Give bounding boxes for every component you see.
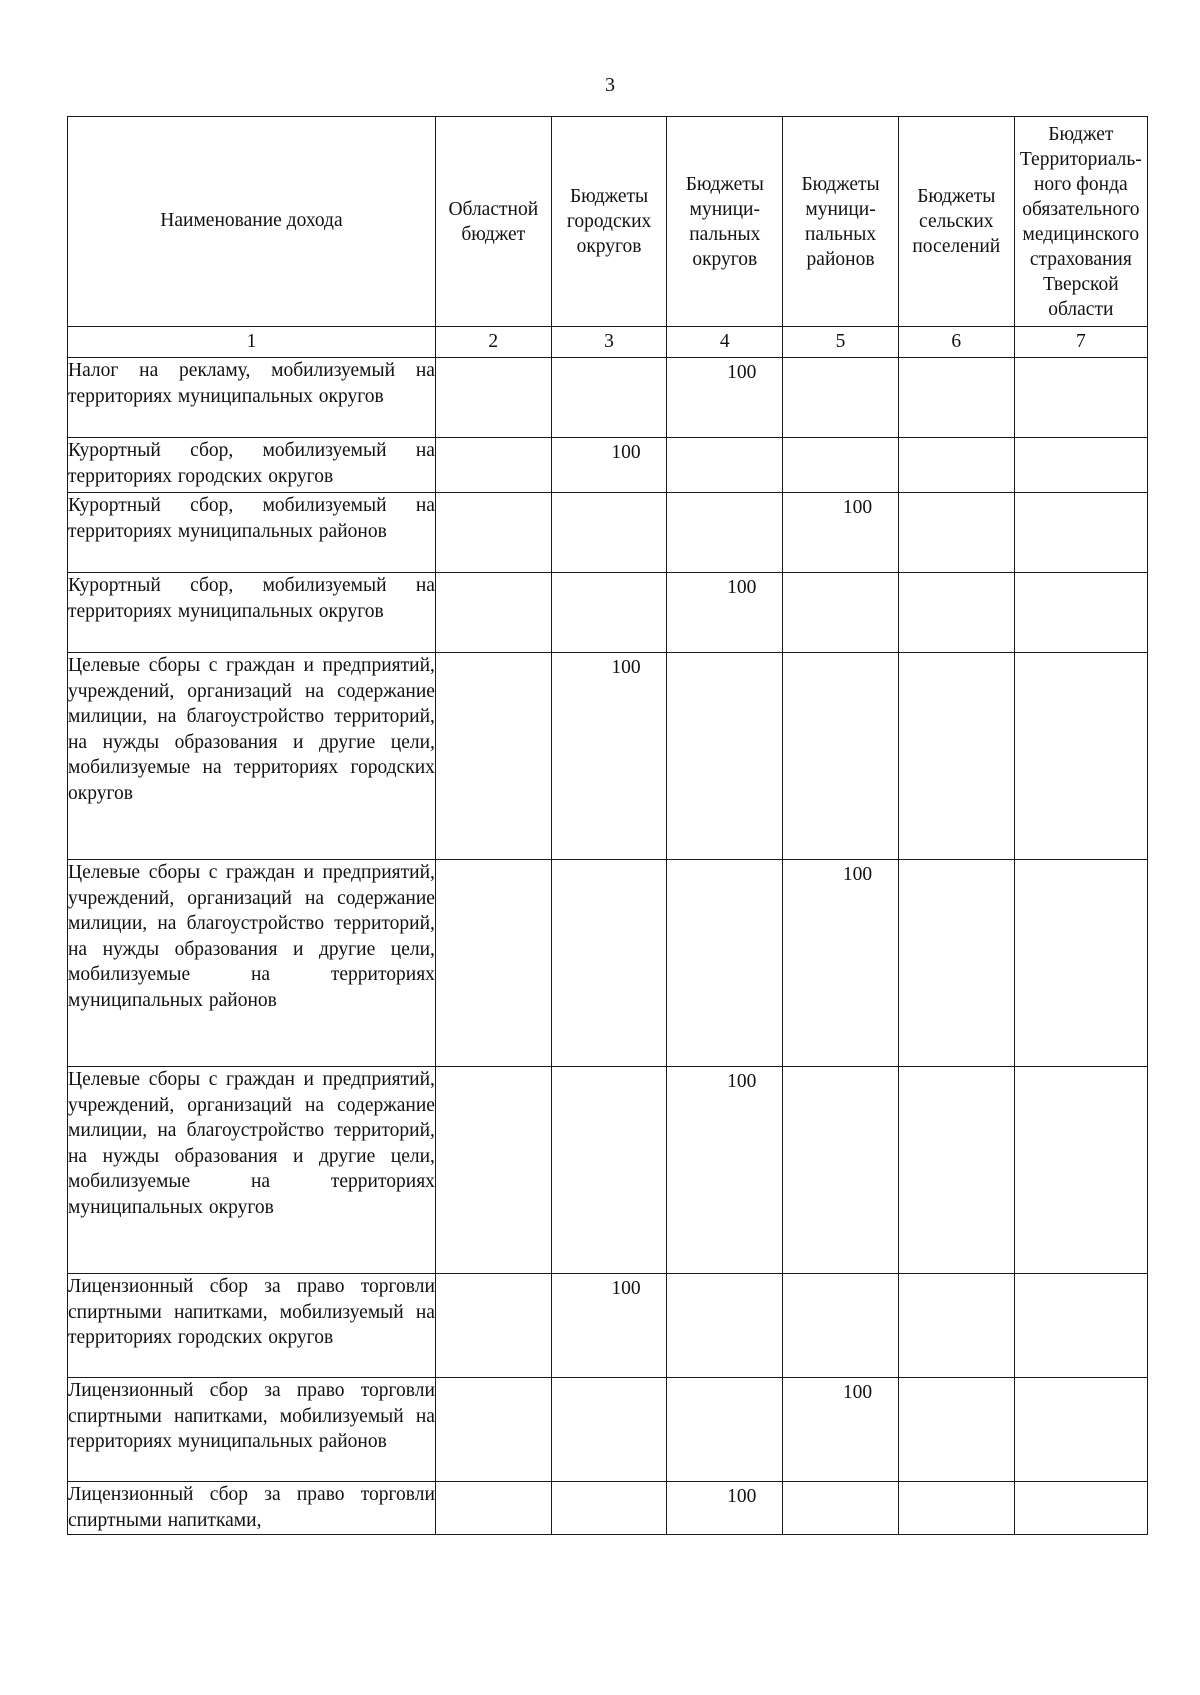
column-number: 3 [551, 327, 667, 358]
value-cell [435, 573, 551, 653]
value-cell [551, 1482, 667, 1535]
header-city-districts-budgets: Бюджеты городских округов [551, 117, 667, 327]
value-cell [551, 1378, 667, 1482]
value-cell [435, 358, 551, 438]
value-cell: 100 [667, 1482, 783, 1535]
value-cell [1014, 438, 1147, 493]
header-municipal-districts-budgets: Бюджеты муници- пальных районов [783, 117, 899, 327]
value-cell: 100 [667, 573, 783, 653]
column-number: 7 [1014, 327, 1147, 358]
income-name-cell: Курортный сбор, мобилизуемый на территориях городских округов [68, 438, 436, 493]
value-cell [898, 1067, 1014, 1274]
value-cell [898, 1274, 1014, 1378]
income-name-cell: Целевые сборы с граждан и предприятий, учреждений, организаций на содержание милиции, на благоустройство территорий, на нужды образования и другие цели, мобилизуемые на территориях городских округов [68, 653, 436, 860]
table-row [68, 653, 1148, 860]
value-cell [667, 653, 783, 860]
value-cell: 100 [551, 653, 667, 860]
income-name-cell: Курортный сбор, мобилизуемый на территориях муниципальных округов [68, 573, 436, 653]
value-cell [898, 493, 1014, 573]
value-cell: 100 [783, 493, 899, 573]
income-name-cell: Курортный сбор, мобилизуемый на территориях муниципальных районов [68, 493, 436, 573]
value-cell [667, 1274, 783, 1378]
value-cell [783, 1482, 899, 1535]
value-cell [1014, 573, 1147, 653]
value-cell [783, 1067, 899, 1274]
table-row [68, 1274, 1148, 1378]
header-territorial-health-fund-budget: Бюджет Территориаль- ного фонда обязательного медицинского страхования Тверской области [1014, 117, 1147, 327]
table-row [68, 438, 1148, 493]
value-cell [898, 438, 1014, 493]
revenue-distribution-table [67, 116, 1148, 1535]
income-name-cell: Целевые сборы с граждан и предприятий, учреждений, организаций на содержание милиции, на благоустройство территорий, на нужды образования и другие цели, мобилизуемые на территориях муниципальных районов [68, 860, 436, 1067]
table-row [68, 573, 1148, 653]
column-number-row [68, 327, 1148, 358]
value-cell [1014, 653, 1147, 860]
column-number: 5 [783, 327, 899, 358]
value-cell [435, 438, 551, 493]
header-income-name: Наименование дохода [68, 117, 436, 327]
column-number: 6 [898, 327, 1014, 358]
value-cell [667, 438, 783, 493]
value-cell [435, 860, 551, 1067]
value-cell [551, 860, 667, 1067]
value-cell [551, 1067, 667, 1274]
value-cell [898, 1378, 1014, 1482]
table-row [68, 358, 1148, 438]
value-cell [551, 493, 667, 573]
value-cell [898, 573, 1014, 653]
column-number: 1 [68, 327, 436, 358]
income-name-cell: Лицензионный сбор за право торговли спиртными напитками, мобилизуемый на территориях муниципальных районов [68, 1378, 436, 1482]
table-row [68, 493, 1148, 573]
value-cell [435, 493, 551, 573]
value-cell: 100 [783, 860, 899, 1067]
header-rural-settlements-budgets: Бюджеты сельских поселений [898, 117, 1014, 327]
value-cell [1014, 1067, 1147, 1274]
value-cell [1014, 1378, 1147, 1482]
header-regional-budget: Областной бюджет [435, 117, 551, 327]
table-row [68, 1378, 1148, 1482]
header-row [68, 117, 1148, 327]
value-cell [551, 358, 667, 438]
value-cell [435, 1067, 551, 1274]
table-row [68, 1067, 1148, 1274]
value-cell [783, 653, 899, 860]
value-cell [667, 493, 783, 573]
income-name-cell: Налог на рекламу, мобилизуемый на территориях муниципальных округов [68, 358, 436, 438]
value-cell [1014, 493, 1147, 573]
value-cell [783, 1274, 899, 1378]
value-cell: 100 [783, 1378, 899, 1482]
table-row [68, 1482, 1148, 1535]
column-number: 4 [667, 327, 783, 358]
value-cell [435, 1482, 551, 1535]
value-cell [783, 573, 899, 653]
value-cell [898, 358, 1014, 438]
value-cell [435, 653, 551, 860]
value-cell [435, 1274, 551, 1378]
column-number: 2 [435, 327, 551, 358]
value-cell: 100 [551, 438, 667, 493]
value-cell [1014, 1274, 1147, 1378]
value-cell [898, 653, 1014, 860]
value-cell: 100 [667, 358, 783, 438]
value-cell [667, 1378, 783, 1482]
value-cell [435, 1378, 551, 1482]
value-cell [1014, 1482, 1147, 1535]
income-name-cell: Лицензионный сбор за право торговли спиртными напитками, мобилизуемый на территориях городских округов [68, 1274, 436, 1378]
value-cell [898, 1482, 1014, 1535]
value-cell: 100 [667, 1067, 783, 1274]
page-number: 3 [605, 74, 615, 96]
value-cell [667, 860, 783, 1067]
value-cell [1014, 358, 1147, 438]
table-row [68, 860, 1148, 1067]
header-municipal-okrugs-budgets: Бюджеты муници- пальных округов [667, 117, 783, 327]
value-cell [898, 860, 1014, 1067]
value-cell [1014, 860, 1147, 1067]
income-name-cell: Лицензионный сбор за право торговли спиртными напитками, [68, 1482, 436, 1535]
value-cell [551, 573, 667, 653]
value-cell [783, 438, 899, 493]
income-name-cell: Целевые сборы с граждан и предприятий, учреждений, организаций на содержание милиции, на благоустройство территорий, на нужды образования и другие цели, мобилизуемые на территориях муниципальных округов [68, 1067, 436, 1274]
value-cell: 100 [551, 1274, 667, 1378]
value-cell [783, 358, 899, 438]
